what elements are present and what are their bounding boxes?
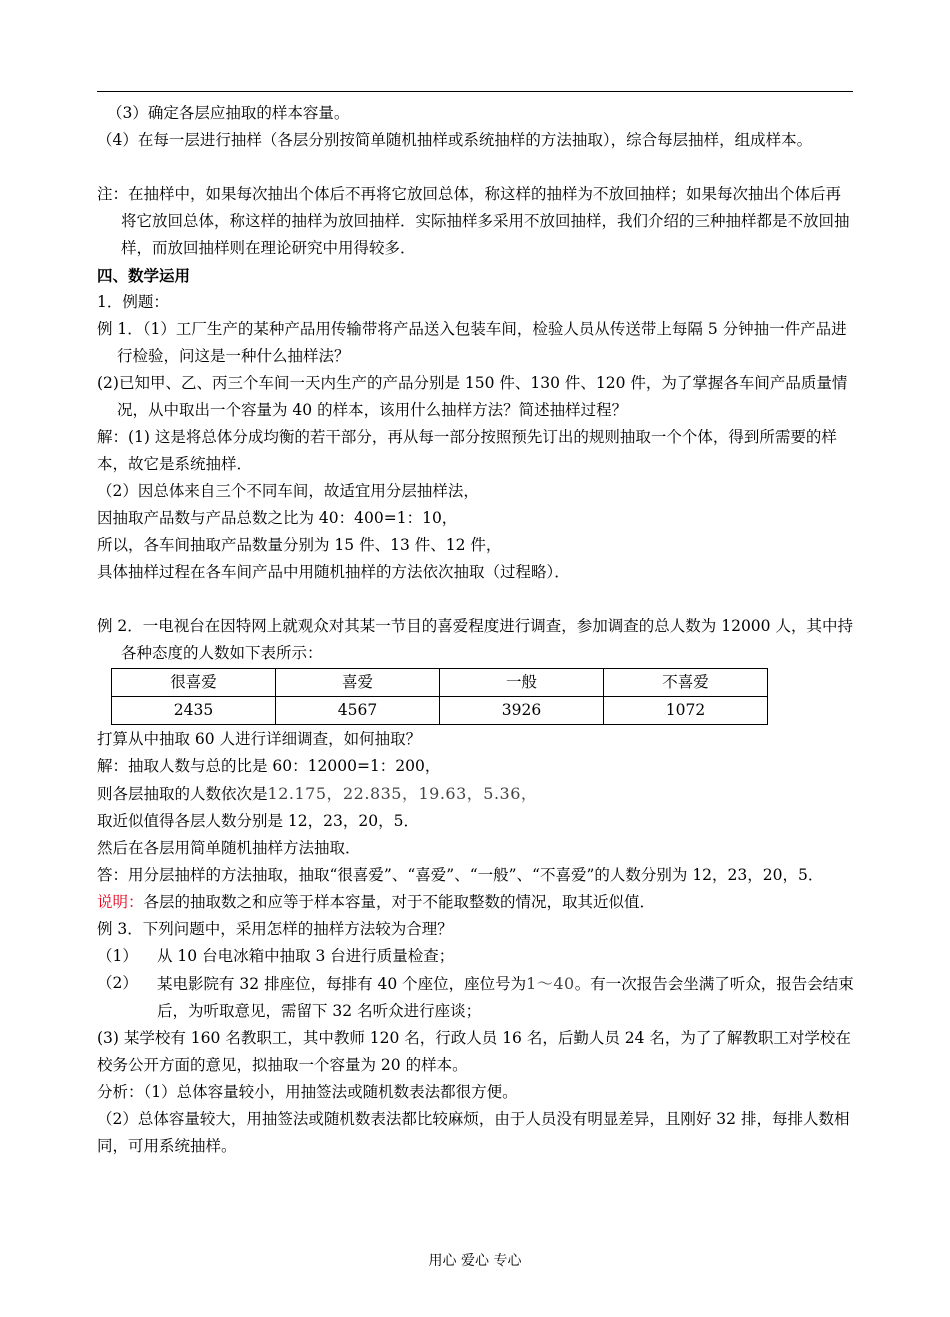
example-1-question-1: 例 1．（1）工厂生产的某种产品用传输带将产品送入包装车间，检验人员从传送带上每隔 5 分钟抽一件产品进行检验，问这是一种什么抽样法？ bbox=[97, 320, 847, 365]
table-header-cell: 喜爱 bbox=[276, 669, 440, 697]
example-3-question: 例 3．下列问题中，采用怎样的抽样方法较为合理？ bbox=[97, 920, 453, 938]
table-cell: 2435 bbox=[112, 697, 276, 725]
analysis-1: 分析：（1）总体容量较小，用抽签法或随机数表法都很方便。 bbox=[97, 1083, 518, 1101]
step-2-math: 12.175，22.835，19.63，5.36， bbox=[267, 784, 538, 803]
example-2-step-4: 然后在各层用简单随机抽样方法抽取． bbox=[97, 839, 361, 857]
step-4: （4）在每一层进行抽样（各层分别按简单随机抽样或系统抽样的方法抽取），综合每层抽样，组成样本。 bbox=[97, 131, 813, 149]
item-2-math: 1～40 bbox=[526, 974, 575, 993]
example-1-answer-5: 具体抽样过程在各车间产品中用随机抽样的方法依次抽取（过程略）． bbox=[97, 563, 570, 581]
table-cell: 3926 bbox=[440, 697, 604, 725]
item-2-pre: 某电影院有 32 排座位，每排有 40 个座位，座位号为 bbox=[157, 975, 527, 993]
example-2-step-3: 取近似值得各层人数分别是 12，23，20，5． bbox=[97, 812, 419, 830]
example-2-step-1: 解：抽取人数与总的比是 60：12000=1：200， bbox=[97, 757, 441, 775]
page-footer: 用心 爱心 专心 bbox=[428, 1253, 522, 1269]
table-header-cell: 很喜爱 bbox=[112, 669, 276, 697]
item-text: 从 10 台电冰箱中抽取 3 台进行质量检查； bbox=[157, 947, 455, 965]
example-2-step-2 bbox=[97, 780, 855, 808]
example-1-answer-2: （2）因总体来自三个不同车间，故适宜用分层抽样法， bbox=[97, 482, 479, 500]
example-2-ask: 打算从中抽取 60 人进行详细调查，如何抽取？ bbox=[97, 730, 422, 748]
table-header-cell: 一般 bbox=[440, 669, 604, 697]
table-cell: 1072 bbox=[604, 697, 768, 725]
remark-label: 说明： bbox=[97, 893, 144, 911]
step-3: （3）确定各层应抽取的样本容量。 bbox=[107, 104, 350, 122]
example-1-answer-1: 解：(1) 这是将总体分成均衡的若干部分，再从每一部分按照预先订出的规则抽取一个个体，得到所需要的样本，故它是系统抽样． bbox=[97, 428, 837, 473]
item-text bbox=[157, 970, 855, 1025]
remark bbox=[97, 889, 855, 916]
item-2-post: 。有一次报告会坐满了听众，报告会结束后，为听取意见，需留下 32 名听众进行座谈； bbox=[157, 975, 854, 1020]
example-1-answer-3: 因抽取产品数与产品总数之比为 40：400=1：10， bbox=[97, 509, 458, 527]
step-2-text: 则各层抽取的人数依次是 bbox=[97, 785, 268, 803]
example-2-question: 例 2．一电视台在因特网上就观众对其某一节目的喜爱程度进行调查，参加调查的总人数为 12000 人，其中持各种态度的人数如下表所示： bbox=[97, 617, 853, 662]
header-rule bbox=[97, 91, 853, 92]
example-1-answer-4: 所以，各车间抽取产品数量分别为 15 件、13 件、12 件， bbox=[97, 536, 502, 554]
attitude-table bbox=[111, 668, 768, 725]
example-2-answer: 答：用分层抽样的方法抽取，抽取“很喜爱”、“喜爱”、“一般”、“不喜爱”的人数分别为 12，23，20，5． bbox=[97, 866, 824, 884]
remark-text: 各层的抽取数之和应等于样本容量，对于不能取整数的情况，取其近似值． bbox=[143, 893, 656, 911]
section-heading: 四、数学运用 bbox=[97, 266, 191, 285]
document-body bbox=[97, 100, 855, 1160]
sub-heading: 1．例题： bbox=[97, 293, 169, 311]
example-3-item-3: (3) 某学校有 160 名教职工，其中教师 120 名，行政人员 16 名，后勤人员 24 名，为了了解教职工对学校在校务公开方面的意见，拟抽取一个容量为 20 的样本。 bbox=[97, 1029, 851, 1074]
table-header-cell: 不喜爱 bbox=[604, 669, 768, 697]
table-row bbox=[112, 697, 768, 725]
example-3-item-1 bbox=[97, 943, 855, 970]
analysis-2: （2）总体容量较大，用抽签法或随机数表法都比较麻烦，由于人员没有明显差异，且刚好 32 排，每排人数相同，可用系统抽样。 bbox=[97, 1110, 850, 1155]
example-1-question-2: (2)已知甲、乙、丙三个车间一天内生产的产品分别是 150 件、130 件、120 件，为了掌握各车间产品质量情况，从中取出一个容量为 40 的样本，该用什么抽样方法？简述抽样过程？ bbox=[97, 374, 848, 419]
note-paragraph: 注：在抽样中，如果每次抽出个体后不再将它放回总体，称这样的抽样为不放回抽样；如果每次抽出个体后再将它放回总体，称这样的抽样为放回抽样．实际抽样多采用不放回抽样，我们介绍的三种抽样都是不放回抽样，而放回抽样则在理论研究中用得较多． bbox=[97, 185, 850, 257]
table-header-row bbox=[112, 669, 768, 697]
item-number: （1） bbox=[97, 947, 138, 965]
table-cell: 4567 bbox=[276, 697, 440, 725]
item-number: （2） bbox=[97, 974, 138, 992]
example-3-item-2 bbox=[97, 970, 855, 1025]
